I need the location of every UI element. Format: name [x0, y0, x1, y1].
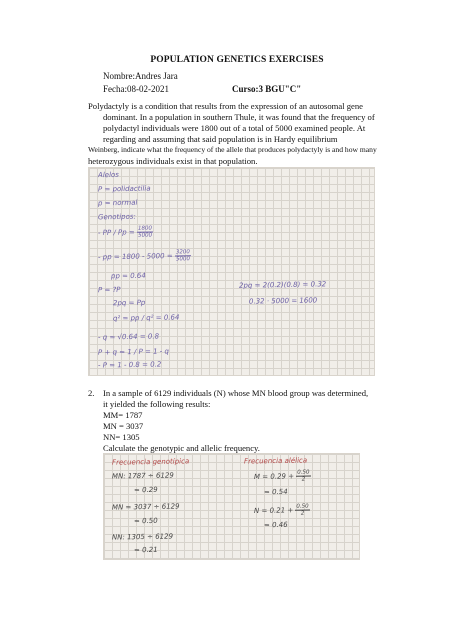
hw-line: - P = 1 - 0.8 = 0.2	[97, 360, 162, 370]
hw-line	[98, 249, 191, 264]
date: Fecha:08-02-2021	[103, 84, 169, 94]
handwritten-work-photo-2	[103, 453, 360, 560]
hw-line	[254, 470, 311, 484]
hw-line: = 0.54	[263, 487, 288, 497]
hw-line	[98, 226, 153, 240]
numerator: 0.50	[297, 469, 310, 476]
hw-line: P = polidactilia	[97, 184, 151, 194]
hw-text: M = 0.29 +	[253, 472, 295, 481]
hw-line	[254, 504, 310, 518]
problem-2-number: 2.	[88, 388, 95, 398]
denominator: 5000	[175, 256, 190, 263]
hw-fraction	[175, 249, 191, 262]
hw-line: q² = pp / q² = 0.64	[112, 313, 180, 323]
hw-text: - pp = 1800 - 5000 =	[97, 252, 173, 262]
problem-2-line-2: it yielded the following results:	[103, 399, 211, 409]
problem-1-line-5: Weinberg, indicate what the frequency of the allele that produces polydactyly is and how many	[88, 145, 377, 154]
hw-line: Alelos	[97, 170, 119, 180]
hw-fraction	[296, 470, 310, 483]
hw-line: NN: 1305 ÷ 6129	[111, 532, 174, 542]
hw-line: p = normal	[97, 198, 138, 208]
denominator: 2	[301, 476, 306, 483]
denominator: 2	[300, 510, 305, 517]
result-mn: MN = 3037	[103, 421, 144, 431]
hw-line: P + q = 1 / P = 1 - q	[97, 347, 170, 357]
hw-text: N = 0.21 +	[253, 506, 294, 515]
course: Curso:3 BGU"C"	[232, 84, 302, 94]
hw-line: = 0.21	[133, 545, 158, 555]
problem-1-line-6: heterozygous individuals exist in that population.	[88, 156, 258, 166]
problem-1-line-4: regarding and assuming that said population is in Hardy equilibrium	[103, 134, 338, 144]
denominator: 5000	[138, 232, 153, 239]
problem-1-line-3: polydactyl individuals were 1800 out of a total of 5000 examined people. At	[103, 123, 366, 133]
hw-line: = 0.50	[133, 516, 158, 526]
document-title: POPULATION GENETICS EXERCISES	[150, 55, 324, 65]
hw-line: 2pq = Pp	[112, 298, 146, 308]
hw-line: = 0.46	[263, 520, 288, 530]
hw-heading: Frecuencia genotípica	[111, 457, 190, 467]
student-name: Nombre:Andres Jara	[103, 71, 178, 81]
hw-line: MN: 1787 ÷ 6129	[111, 471, 174, 481]
problem-1-line-1: Polydactyly is a condition that results from the expression of an autosomal gene	[88, 101, 363, 111]
hw-text: - PP / Pp =	[97, 228, 135, 237]
hw-line: MN = 3037 ÷ 6129	[111, 502, 180, 512]
hw-fraction	[137, 226, 153, 239]
numerator: 0.50	[296, 503, 309, 510]
result-mm: MM= 1787	[103, 410, 143, 420]
hw-line: 0.32 · 5000 = 1600	[248, 296, 318, 306]
problem-2-line-1: In a sample of 6129 individuals (N) whose MN blood group was determined,	[103, 388, 369, 398]
numerator: 1800	[137, 225, 152, 232]
hw-line: 2pq = 2(0.2)(0.8) = 0.32	[238, 280, 327, 290]
problem-2-line-3: Calculate the genotypic and allelic frequency.	[103, 443, 260, 453]
hw-heading: Frecuencia alélica	[243, 456, 308, 466]
hw-line: = 0.29	[133, 485, 158, 495]
result-nn: NN= 1305	[103, 432, 140, 442]
handwritten-work-photo-1	[88, 167, 375, 376]
hw-line: P = ?P	[97, 285, 121, 295]
hw-fraction	[295, 504, 309, 517]
hw-line: - q = √0.64 = 0.8	[97, 332, 160, 342]
hw-line: Genotipos:	[97, 212, 136, 222]
problem-1-line-2: dominant. In a population in southern Thule, it was found that the frequency of	[103, 112, 375, 122]
hw-line: pp = 0.64	[110, 271, 146, 281]
numerator: 3200	[175, 249, 190, 256]
